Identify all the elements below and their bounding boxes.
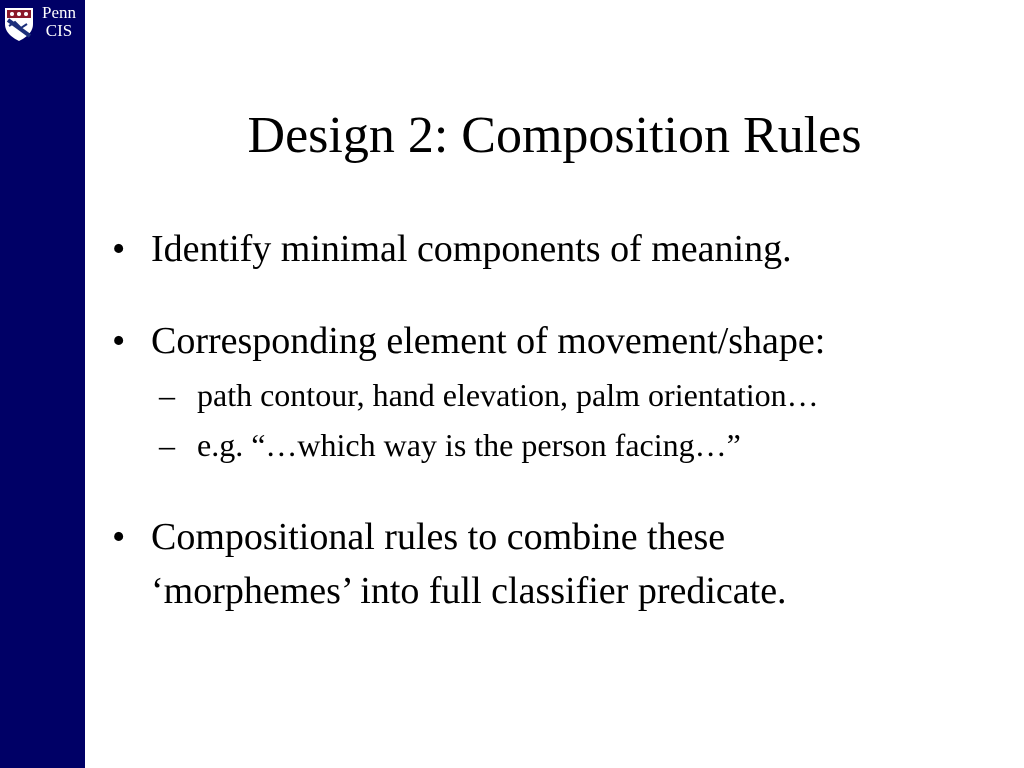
bullet-item <box>112 222 1012 276</box>
penn-shield-icon <box>3 6 35 42</box>
sub-bullet-marker: – <box>159 427 175 463</box>
bullet-text: Corresponding element of movement/shape: <box>151 320 826 362</box>
sub-bullet-text: path contour, hand elevation, palm orientation… <box>197 377 819 413</box>
sub-bullet-text: e.g. “…which way is the person facing…” <box>197 427 741 463</box>
sub-bullet-marker: – <box>159 377 175 413</box>
bullet-item <box>112 510 1012 618</box>
slide-title: Design 2: Composition Rules <box>247 107 862 164</box>
bullet-marker: • <box>112 228 126 270</box>
bullet-marker: • <box>112 516 126 558</box>
sidebar <box>0 0 85 768</box>
logo-line-cis: CIS <box>45 21 73 40</box>
logo-line-penn: Penn <box>42 3 76 22</box>
bullet-item <box>112 314 1012 368</box>
slide-content <box>112 222 1012 618</box>
bullet-text: Identify minimal components of meaning. <box>151 228 792 270</box>
logo-text <box>37 4 81 40</box>
sub-bullet-item <box>159 370 1012 420</box>
bullet-text-line: ‘morphemes’ into full classifier predicate. <box>151 570 787 612</box>
sub-bullet-list <box>159 370 1012 470</box>
bullet-text-line: Compositional rules to combine these <box>151 516 726 558</box>
sub-bullet-item <box>159 420 1012 470</box>
penn-cis-logo <box>3 4 83 44</box>
bullet-marker: • <box>112 320 126 362</box>
